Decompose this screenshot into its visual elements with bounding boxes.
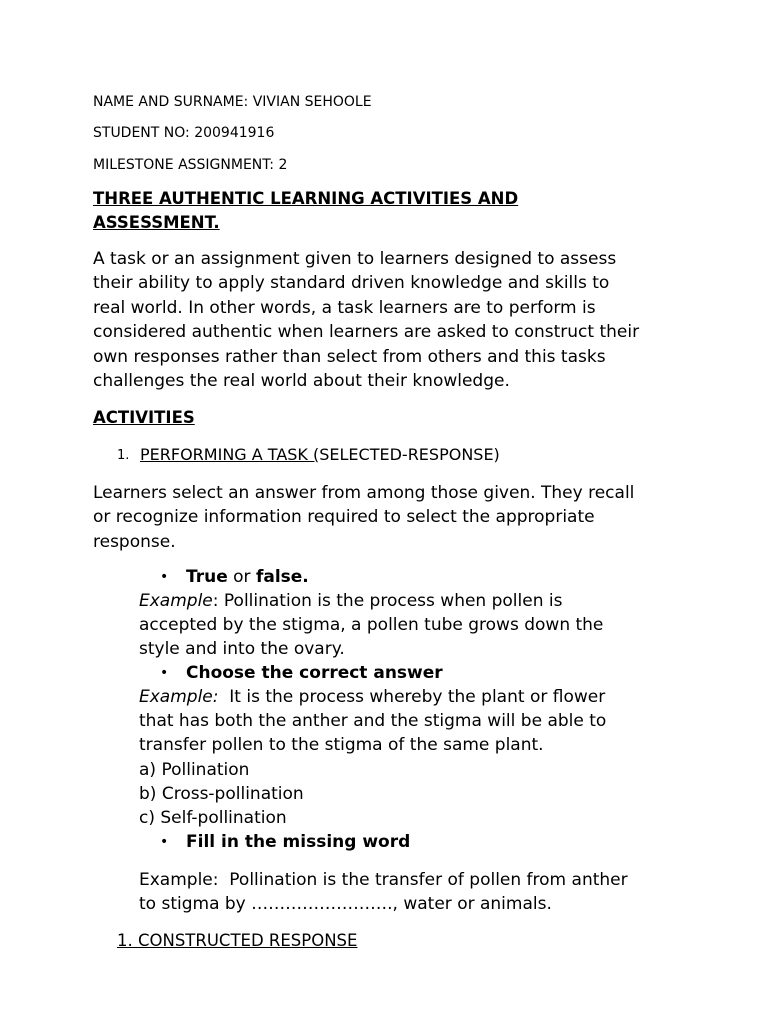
numbered-item-label [140,444,500,466]
label-rest: SELECTED-RESPONSE) [319,445,500,464]
description-line: response. [93,531,176,552]
bullet-glyph: • [160,665,169,681]
example-label: Example [139,591,213,611]
description-line: Learners select an answer from among those given. They recall [93,483,635,503]
student-number-line: STUDENT NO: 200941916 [93,125,275,141]
title-line-1: THREE AUTHENTIC LEARNING ACTIVITIES AND [93,189,519,208]
example-block-2 [139,685,606,830]
name-line: NAME AND SURNAME: VIVIAN SEHOOLE [93,94,372,110]
label-underlined: PERFORMING A TASK ( [140,445,320,464]
intro-line: A task or an assignment given to learners designed to assess [93,249,617,269]
bullet-connector: or [227,567,256,587]
intro-line: their ability to apply standard driven knowledge and skills to [93,273,610,294]
example-line: that has both the anther and the stigma will be able to [139,711,607,732]
example-line [139,589,603,613]
example-block-1 [139,589,603,662]
bullet-glyph: • [160,569,169,585]
intro-line: own responses rather than select from others and this tasks [93,346,606,367]
intro-line: challenges the real world about their knowledge. [93,371,510,392]
example-text: : Pollination is the process when pollen is [212,591,563,611]
example-block-3 [139,868,628,916]
example-line: Example: Pollination is the transfer of pollen from anther [139,870,628,890]
option-a: a) Pollination [139,759,250,780]
example-label: Example: [139,687,219,707]
intro-paragraph [93,247,693,393]
list-number: 1. [117,448,130,463]
constructed-response-heading: 1. CONSTRUCTED RESPONSE [117,931,358,950]
bullet-bold-true: True [186,567,228,587]
example-line: transfer pollen to the stigma of the same plant. [139,735,544,756]
example-line [139,685,606,709]
bullet-text: Choose the correct answer [186,663,443,683]
milestone-line: MILESTONE ASSIGNMENT: 2 [93,157,288,173]
intro-line: considered authentic when learners are asked to construct their [93,322,640,343]
example-text: It is the process whereby the plant or flower [218,687,606,707]
description-line: or recognize information required to select the appropriate [93,507,595,528]
activities-heading: ACTIVITIES [93,408,195,427]
bullet-glyph: • [160,834,169,850]
intro-line: real world. In other words, a task learners are to perform is [93,297,596,318]
option-b: b) Cross-pollination [139,783,304,804]
bullet-text [186,565,309,589]
bullet-text: Fill in the missing word [186,832,411,852]
example-line: to stigma by ……………………., water or animals. [139,894,552,915]
example-line: accepted by the stigma, a pollen tube grows down the [139,615,604,636]
example-line: style and into the ovary. [139,639,345,660]
item1-description [93,481,693,554]
title-line-2: ASSESSMENT. [93,213,220,232]
bullet-bold-false: false. [255,567,309,587]
option-c: c) Self-pollination [139,808,287,829]
